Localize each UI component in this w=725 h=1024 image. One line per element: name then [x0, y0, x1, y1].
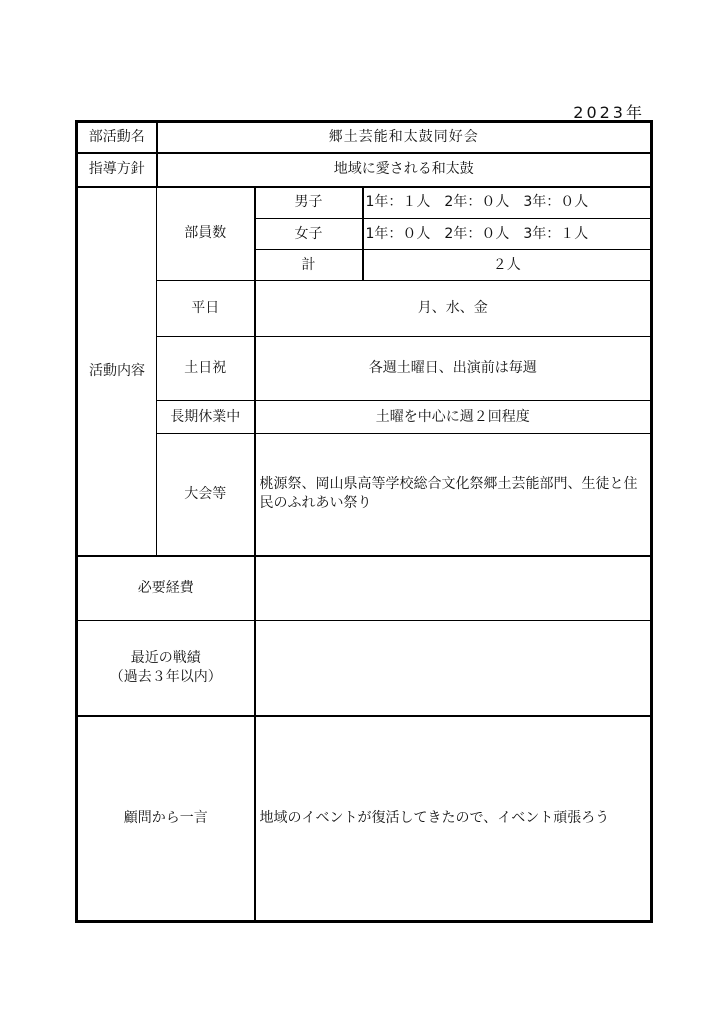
boys-label: 男子 [255, 187, 363, 219]
weekend-value: 各週土曜日、出演前は毎週 [255, 337, 652, 401]
club-name-label: 部活動名 [77, 122, 157, 153]
weekend-label: 土日祝 [157, 337, 255, 401]
girls-label: 女子 [255, 219, 363, 250]
club-info-form [75, 120, 653, 923]
policy-label: 指導方針 [77, 153, 157, 187]
advisor-label: 顧問から一言 [77, 716, 255, 922]
club-name: 郷土芸能和太鼓同好会 [157, 122, 652, 153]
cost-label: 必要経費 [77, 556, 255, 621]
total-value: ２人 [363, 250, 652, 281]
activity-label: 活動内容 [77, 187, 157, 556]
tournament-label: 大会等 [157, 434, 255, 556]
boys-value: 1年：１人 2年：０人 3年：０人 [363, 187, 652, 219]
girls-value: 1年：０人 2年：０人 3年：１人 [363, 219, 652, 250]
document-year: 2023年 [573, 103, 645, 122]
weekday-value: 月、水、金 [255, 281, 652, 337]
long-holiday-value: 土曜を中心に週２回程度 [255, 401, 652, 434]
record-sublabel: （過去３年以内） [109, 668, 222, 685]
total-label: 計 [255, 250, 363, 281]
cost-value [255, 556, 652, 621]
members-label: 部員数 [157, 187, 255, 281]
long-holiday-label: 長期休業中 [157, 401, 255, 434]
policy-value: 地域に愛される和太鼓 [157, 153, 652, 187]
tournament-value: 桃源祭、岡山県高等学校総合文化祭郷土芸能部門、生徒と住民のふれあい祭り [255, 434, 652, 556]
advisor-message: 地域のイベントが復活してきたので、イベント頑張ろう [255, 716, 652, 922]
record-label-cell [77, 621, 255, 716]
record-label: 最近の戦績 [130, 649, 201, 666]
record-value [255, 621, 652, 716]
weekday-label: 平日 [157, 281, 255, 337]
